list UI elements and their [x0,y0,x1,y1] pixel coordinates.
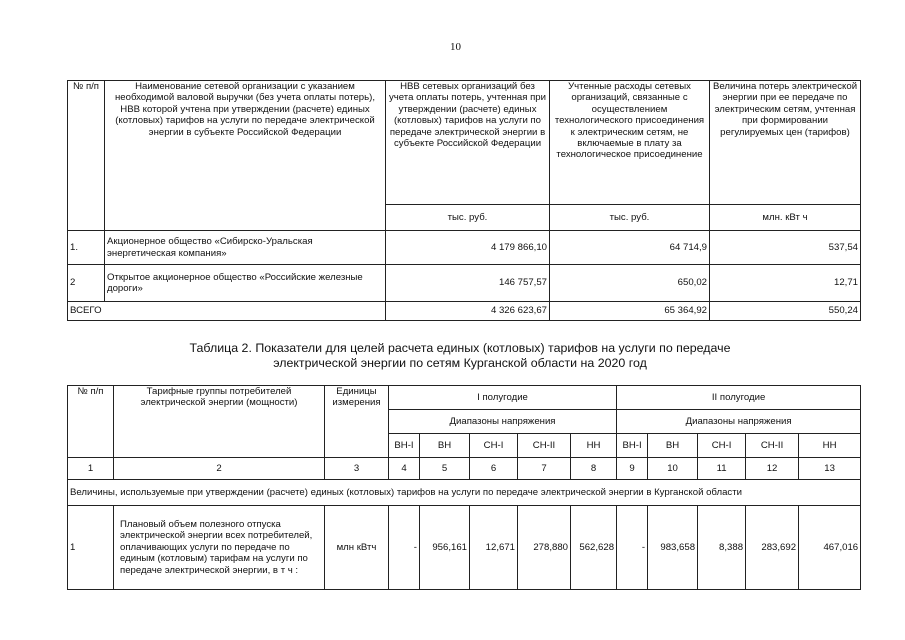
t2-header-groups: Тарифные группы потребителей электрической энергии (мощности) [114,386,325,458]
t1-row1-expenses: 64 714,9 [550,231,710,265]
t1-total-losses: 550,24 [710,302,861,321]
t1-header-num: № п/п [68,81,105,231]
t1-row2-num: 2 [68,265,105,302]
t2-header-units: Единицы измерения [325,386,389,458]
t2-vl-h2-sn1: СН-І [698,434,746,458]
t2-vl-h2-sn2: СН-ІІ [746,434,799,458]
t2-colnum: 9 [617,458,648,480]
t2-vl-h1-nn: НН [571,434,617,458]
t2-section-label: Величины, используемые при утверждении (расчете) единых (котловых) тарифов на услуги по передаче электрической энергии в Курганской области [68,480,861,506]
t2-row1-h1-vn: 956,161 [420,506,470,590]
table2-title-line2: электрической энергии по сетям Курганской области на 2020 год [273,356,647,370]
t2-vl-h2-nn: НН [799,434,861,458]
tariff-indicators-table [67,385,861,590]
t2-colnum: 10 [648,458,698,480]
t1-row2-nvv: 146 757,57 [386,265,550,302]
t2-header-half2: II полугодие [617,386,861,410]
table2-title [110,341,810,371]
t1-row2-name: Открытое акционерное общество «Российские железные дороги» [105,265,386,302]
table2-title-line1: Таблица 2. Показатели для целей расчета единых (котловых) тарифов на услуги по передаче [189,341,731,355]
t2-vl-h2-vn: ВН [648,434,698,458]
t1-row1-name: Акционерное общество «Сибирско-Уральская энергетическая компания» [105,231,386,265]
t2-colnum: 1 [68,458,114,480]
table-row [68,506,861,590]
t1-header-name: Наименование сетевой организации с указанием необходимой валовой выручки (без учета оплаты потерь), НВВ которой учтена при утверждении (расчете) единых (котловых) тарифов на услуги по передаче электрической энергии в субъекте Российской Федерации [105,81,386,231]
section-row [68,480,861,506]
t2-header-ranges-h2: Диапазоны напряжения [617,410,861,434]
t1-total-label: ВСЕГО [68,302,386,321]
t2-colnum: 13 [799,458,861,480]
t2-colnum: 12 [746,458,799,480]
t2-header-ranges-h1: Диапазоны напряжения [389,410,617,434]
t2-vl-h2-vn1: ВН-І [617,434,648,458]
t2-header-half1: I полугодие [389,386,617,410]
t2-row1-h2-sn2: 283,692 [746,506,799,590]
t1-header-losses: Величина потерь электрической энергии при ее передаче по электрическим сетям, учтенная при формировании регулируемых цен (тарифов) [710,81,861,205]
t1-row2-expenses: 650,02 [550,265,710,302]
table-row [68,231,861,265]
t1-unit-expenses: тыс. руб. [550,205,710,231]
t2-row1-h1-nn: 562,628 [571,506,617,590]
t2-colnum: 7 [518,458,571,480]
t2-row1-h2-vn1: - [617,506,648,590]
t2-row1-num: 1 [68,506,114,590]
t1-row2-losses: 12,71 [710,265,861,302]
t2-colnum: 3 [325,458,389,480]
t1-total-expenses: 65 364,92 [550,302,710,321]
t2-colnum: 8 [571,458,617,480]
t1-row1-losses: 537,54 [710,231,861,265]
t2-colnum: 5 [420,458,470,480]
t2-colnum: 11 [698,458,746,480]
t2-row1-name: Плановый объем полезного отпуска электрической энергии всех потребителей, оплачивающих услуги по передаче по единым (котловым) тарифам на услуги по передаче электрической энергии, в т ч : [114,506,325,590]
t2-vl-h1-vn1: ВН-І [389,434,420,458]
t2-row1-unit: млн кВтч [325,506,389,590]
t2-header-num: № п/п [68,386,114,458]
t2-vl-h1-vn: ВН [420,434,470,458]
t1-row1-num: 1. [68,231,105,265]
t2-vl-h1-sn2: СН-ІІ [518,434,571,458]
t2-row1-h1-sn2: 278,880 [518,506,571,590]
t1-total-nvv: 4 326 623,67 [386,302,550,321]
t2-row1-h1-sn1: 12,671 [470,506,518,590]
t2-row1-h2-sn1: 8,388 [698,506,746,590]
t2-colnum: 2 [114,458,325,480]
column-numbers-row [68,458,861,480]
table-total-row [68,302,861,321]
t1-row1-nvv: 4 179 866,10 [386,231,550,265]
t2-colnum: 4 [389,458,420,480]
t1-unit-nvv: тыс. руб. [386,205,550,231]
network-organizations-table [67,80,861,321]
t1-header-nvv: НВВ сетевых организаций без учета оплаты потерь, учтенная при утверждении (расчете) единых (котловых) тарифов на услуги по передаче электрической энергии в субъекте Российской Федерации [386,81,550,205]
table-row [68,265,861,302]
t2-row1-h2-vn: 983,658 [648,506,698,590]
t2-row1-h2-nn: 467,016 [799,506,861,590]
t2-colnum: 6 [470,458,518,480]
t1-unit-losses: млн. кВт ч [710,205,861,231]
page-number: 10 [450,41,461,53]
t1-header-expenses: Учтенные расходы сетевых организаций, связанные с осуществлением технологического присоединения к электрическим сетям, не включаемые в плату за технологическое присоединение [550,81,710,205]
t2-row1-h1-vn1: - [389,506,420,590]
t2-vl-h1-sn1: СН-І [470,434,518,458]
